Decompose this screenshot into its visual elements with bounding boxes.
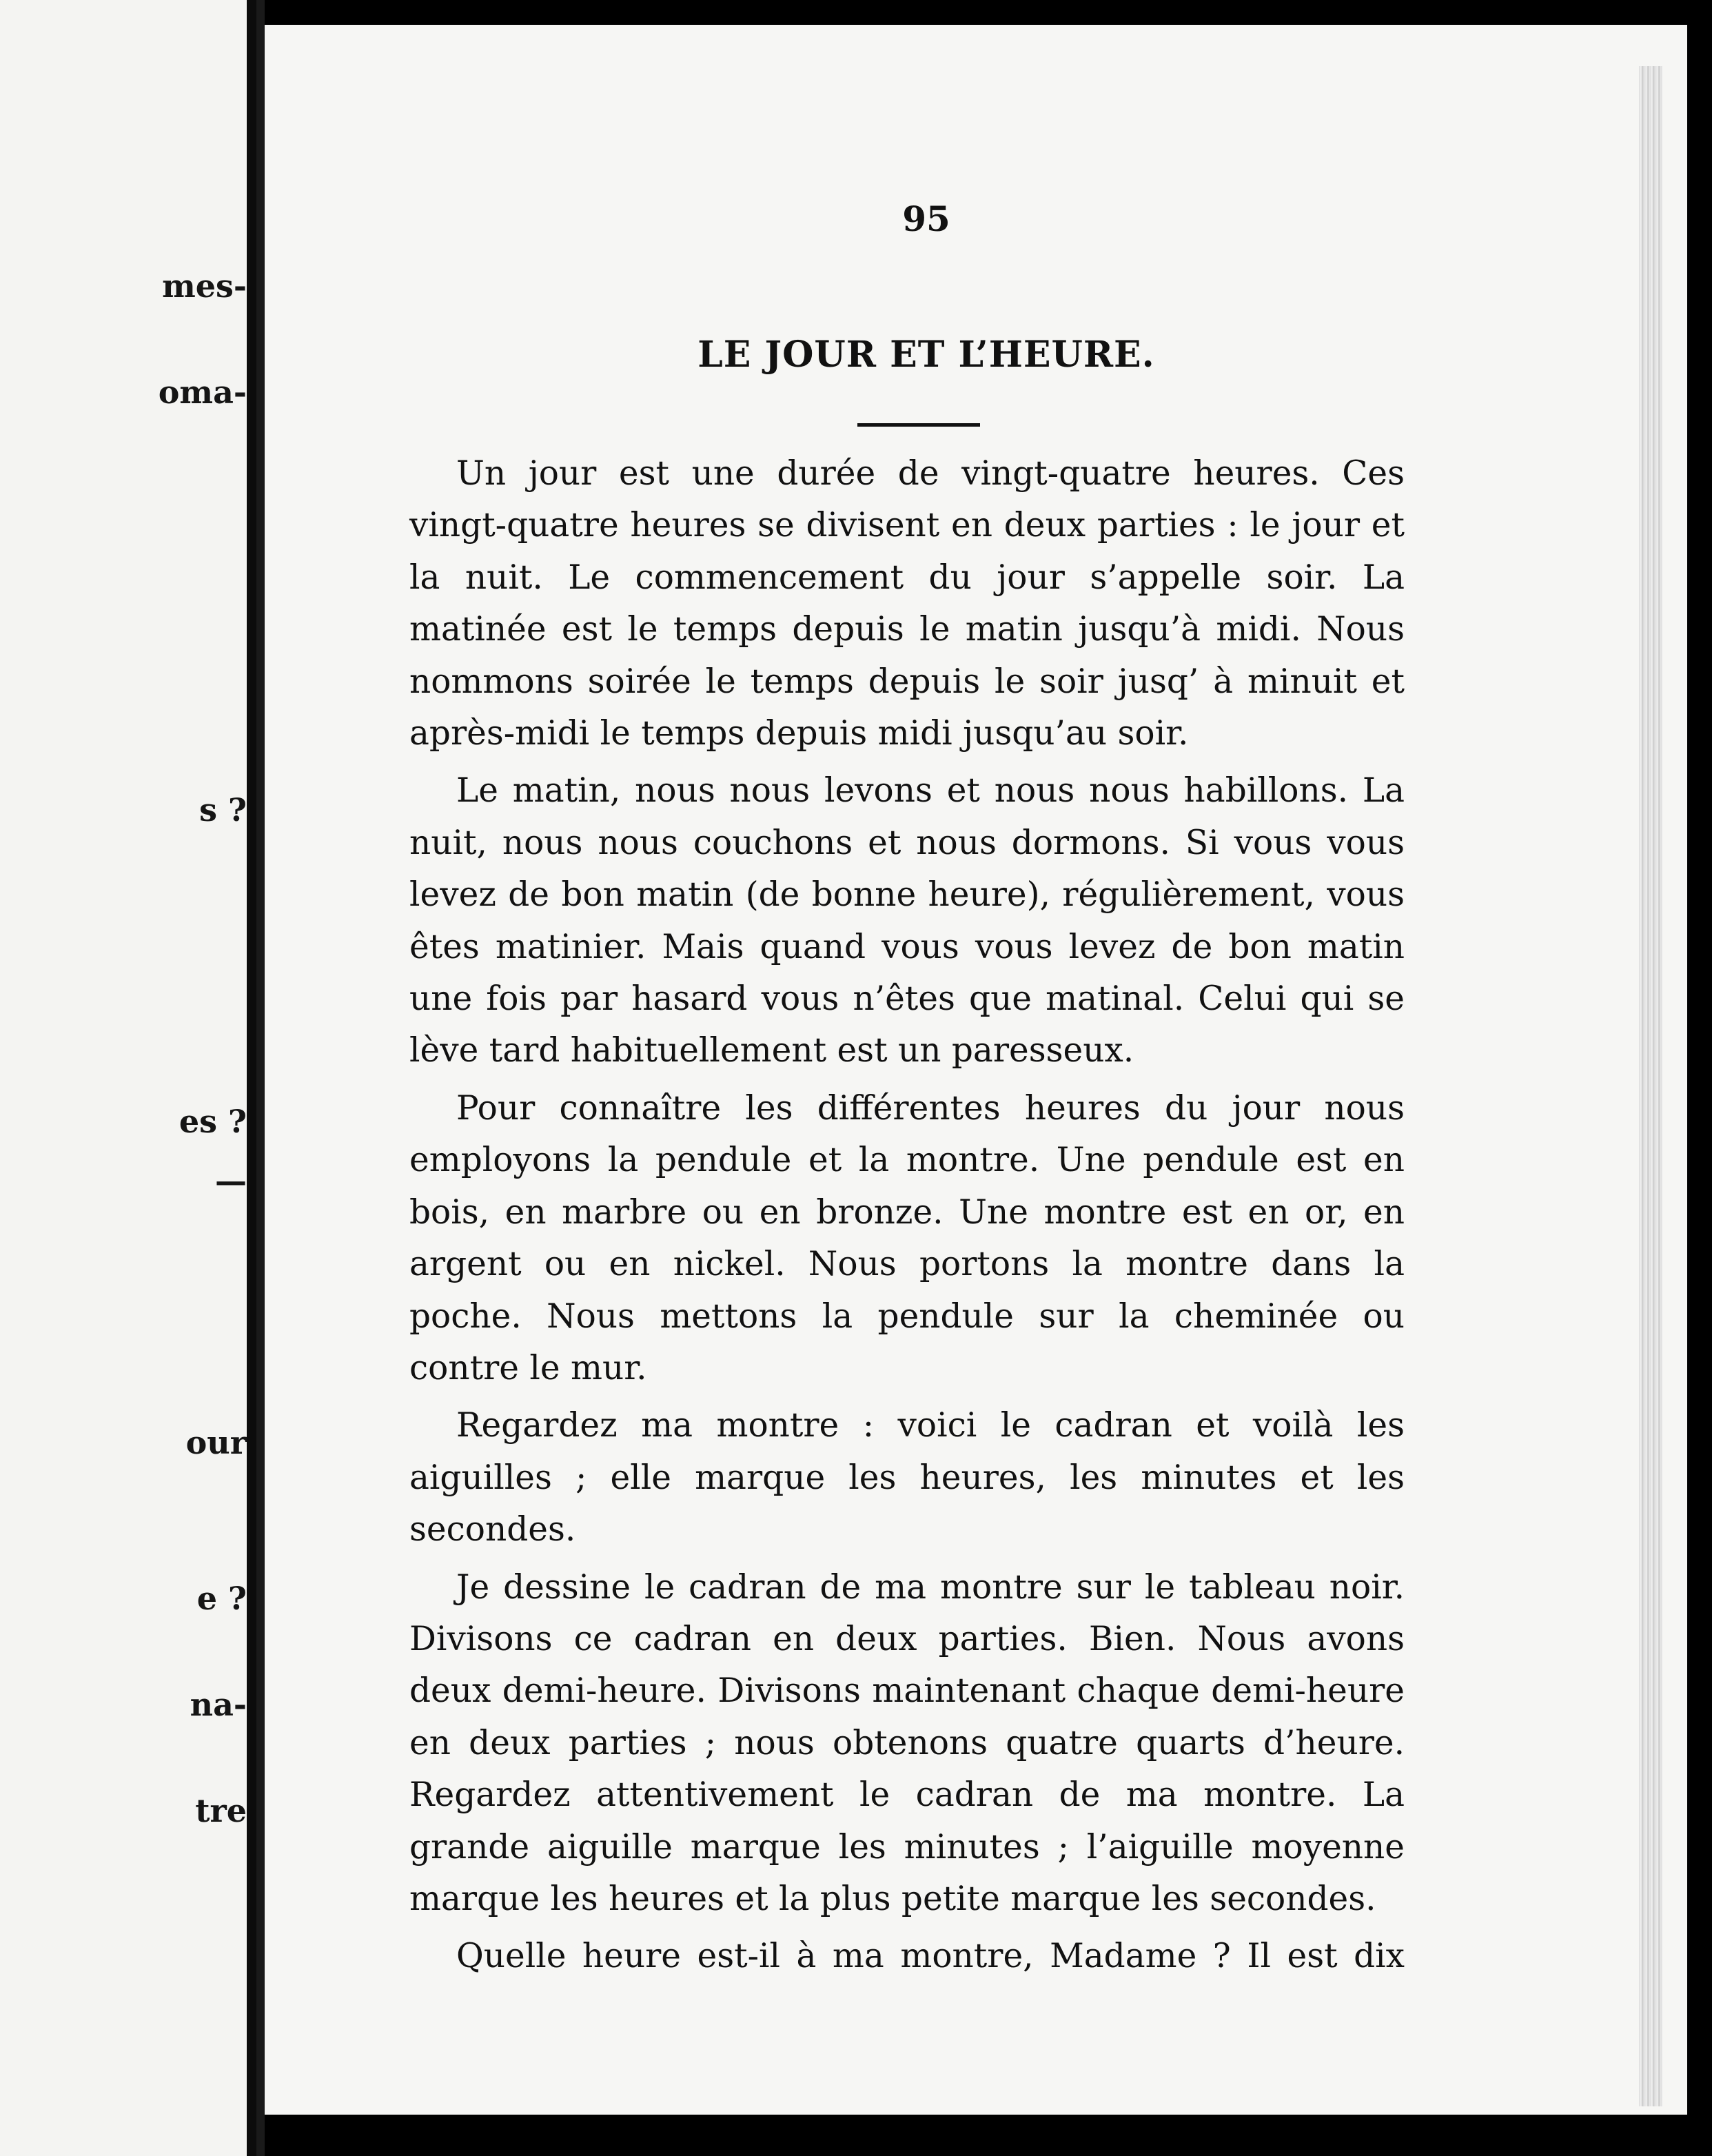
gutter-shadow bbox=[256, 0, 265, 2156]
paragraph: Un jour est une durée de vingt-quatre heures. Ces vingt-quatre heures se divisent en deux parties : le jour et la nuit. Le commencement du jour s’appelle soir. La matinée est le temps depuis le matin jusqu’à midi. Nous nommons soirée le temps depuis le soir jusq’ à minuit et après-midi le temps depuis midi jusqu’au soir. bbox=[409, 454, 1405, 753]
paragraph: Regardez ma montre : voici le cadran et voilà les aiguilles ; elle marque les heures, les minutes et les secondes. bbox=[409, 1406, 1405, 1549]
page-title: LE JOUR ET L’HEURE. bbox=[697, 334, 1155, 376]
left-page-fragment: s ? bbox=[199, 791, 247, 828]
left-page-fragment: es ? bbox=[179, 1103, 247, 1140]
left-page-fragment: tre bbox=[195, 1792, 247, 1829]
left-page-fragment: our bbox=[185, 1424, 247, 1461]
left-page-fragment: e ? bbox=[196, 1580, 247, 1617]
body-text bbox=[409, 448, 1405, 1989]
paragraph: Quelle heure est-il à ma montre, Madame ? Il est dix bbox=[456, 1937, 1405, 1976]
paragraph: Pour connaître les différentes heures du jour nous employons la pendule et la montre. Une pendule est en bois, en marbre ou en bronze. Une montre est en or, en argent ou en nickel. Nous portons la montre dans la poche. Nous mettons la pendule sur la cheminée ou contre le mur. bbox=[409, 1088, 1405, 1387]
left-page-fragment: na- bbox=[190, 1686, 247, 1723]
left-page-fragment: oma- bbox=[158, 374, 247, 411]
left-page-fragment: mes- bbox=[162, 267, 247, 305]
left-page-fragment: — bbox=[215, 1162, 247, 1199]
left-facing-page bbox=[0, 0, 247, 2156]
paragraph: Le matin, nous nous levons et nous nous habillons. La nuit, nous nous couchons et nous dormons. Si vous vous levez de bon matin (de bonne heure), régulièrement, vous êtes matinier. Mais quand vous vous levez de bon matin une fois par hasard vous n’êtes que matinal. Celui qui se lève tard habituellement est un paresseux. bbox=[409, 771, 1405, 1070]
title-divider bbox=[857, 423, 980, 427]
paragraph: Je dessine le cadran de ma montre sur le tableau noir. Divisons ce cadran en deux parties. Bien. Nous avons deux demi-heure. Divisons maintenant chaque demi-heure en deux parties ; nous obtenons quatre quarts d’heure. Regardez attentivement le cadran de ma montre. La grande aiguille marque les minutes ; l’aiguille moyenne marque les heures et la plus petite marque les secondes. bbox=[409, 1567, 1405, 1918]
right-page bbox=[265, 25, 1687, 2115]
page-number: 95 bbox=[902, 199, 950, 239]
book-gutter bbox=[247, 0, 256, 2156]
page-edge-stack bbox=[1639, 66, 1662, 2106]
